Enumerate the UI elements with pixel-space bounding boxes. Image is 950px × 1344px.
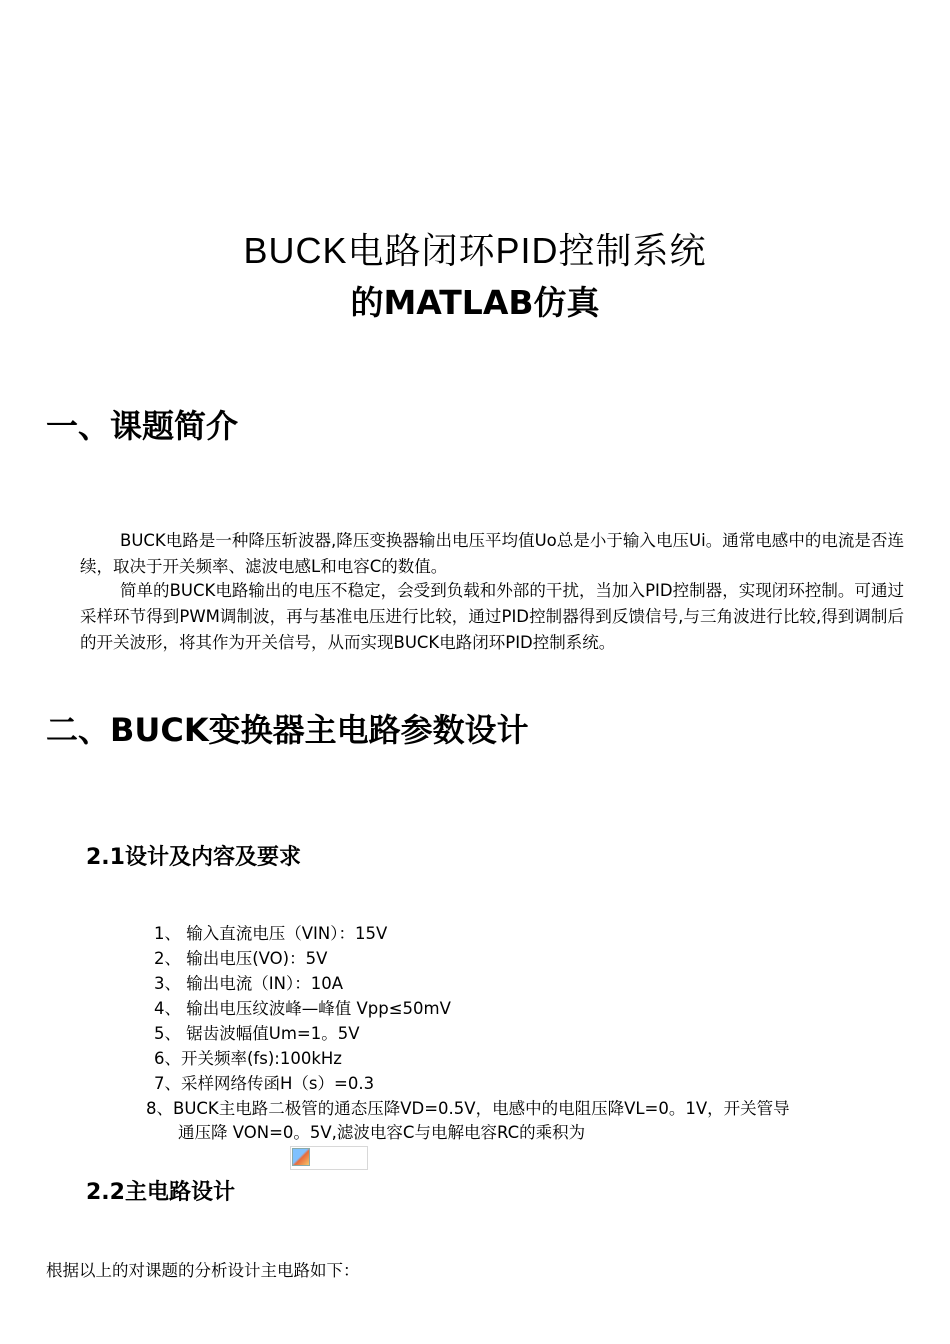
list-item [146, 1097, 904, 1145]
subsection-2-2-heading: 2.2主电路设计 [86, 1180, 235, 1205]
section1-paragraph-1: BUCK电路是一种降压斩波器,降压变换器输出电压平均值Uo总是小于输入电压Ui。通常电感中的电流是否连续，取决于开关频率、滤波电感L和电容C的数值。 [80, 531, 904, 576]
list-item-line: 通压降 VON=0。5V,滤波电容C与电解电容RC的乘积为 [178, 1123, 586, 1142]
list-item: 3、 输出电流（IN）：10A [154, 974, 343, 993]
list-item: 5、 锯齿波幅值Um=1。5V [154, 1024, 360, 1043]
list-item: 1、 输入直流电压（VIN）：15V [154, 924, 388, 943]
section1-heading: 一、课题简介 [46, 407, 239, 445]
broken-image-icon [292, 1148, 310, 1166]
subsection-2-1-heading: 2.1设计及内容及要求 [86, 845, 301, 870]
list-item-line: 8、BUCK主电路二极管的通态压降VD=0.5V，电感中的电阻压降VL=0。1V，开关管导 [146, 1099, 790, 1118]
section1-paragraph-2: 简单的BUCK电路输出的电压不稳定，会受到负载和外部的干扰，当加入PID控制器，实现闭环控制。可通过采样环节得到PWM调制波，再与基准电压进行比较，通过PID控制器得到反馈信号,与三角波进行比较,得到调制后的开关波形，将其作为开关信号，从而实现BUCK电路闭环PID控制系统。 [80, 581, 904, 652]
list-item: 6、开关频率(fs):100kHz [154, 1049, 342, 1068]
list-item: 4、 输出电压纹波峰—峰值 Vpp≤50mV [154, 999, 451, 1018]
list-item: 2、 输出电压(VO)：5V [154, 949, 328, 968]
formula-image-placeholder [290, 1146, 368, 1170]
circuit-intro-text: 根据以上的对课题的分析设计主电路如下： [46, 1261, 360, 1280]
document-title-line1: BUCK电路闭环PID控制系统 [243, 230, 707, 271]
document-title-line2: 的MATLAB仿真 [350, 283, 600, 322]
list-item: 7、采样网络传函H（s）=0.3 [154, 1074, 375, 1093]
section2-heading: 二、BUCK变换器主电路参数设计 [46, 711, 529, 749]
